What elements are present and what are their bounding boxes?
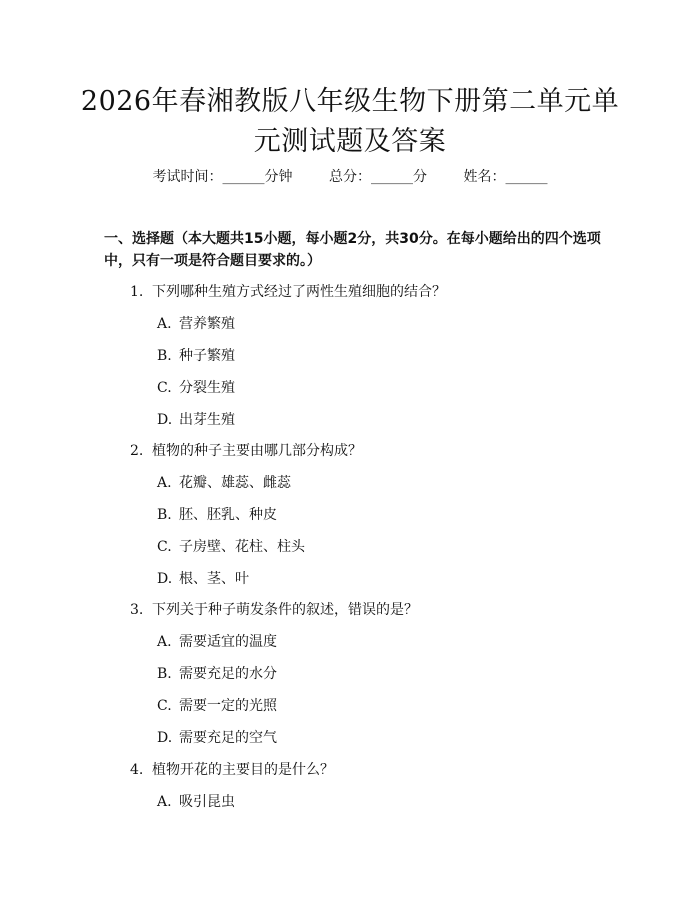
question-text: 植物的种子主要由哪几部分构成？ (152, 443, 362, 459)
option-text: 吸引昆虫 (179, 794, 235, 810)
question-number: 3. (130, 602, 144, 618)
option-text: 胚、胚乳、种皮 (179, 507, 277, 523)
exam-name: 姓名：______ (463, 169, 548, 185)
option-letter: B. (157, 666, 172, 682)
option-text: 营养繁殖 (179, 316, 235, 332)
question-number: 1. (130, 284, 144, 300)
option-letter: A. (157, 794, 172, 810)
option-letter: B. (157, 507, 172, 523)
option-text: 需要充足的水分 (179, 666, 277, 682)
option-1b (157, 346, 235, 366)
option-text: 种子繁殖 (179, 348, 235, 364)
question-4 (130, 760, 334, 780)
option-letter: B. (157, 348, 172, 364)
question-2 (130, 441, 362, 461)
question-1 (130, 282, 446, 302)
option-1d (157, 410, 235, 430)
exam-meta (0, 166, 700, 188)
option-2c (157, 537, 305, 557)
option-text: 分裂生殖 (179, 380, 235, 396)
option-text: 需要充足的空气 (179, 730, 277, 746)
option-2a (157, 473, 291, 493)
section-heading: 一、选择题（本大题共15小题，每小题2分，共30分。在每小题给出的四个选项中，只有一项是符合题目要求的。） (104, 231, 601, 269)
option-text: 需要一定的光照 (179, 698, 277, 714)
question-3 (130, 600, 418, 620)
option-letter: D. (157, 412, 173, 428)
option-1c (157, 378, 235, 398)
option-3b (157, 664, 277, 684)
option-2b (157, 505, 277, 525)
option-letter: C. (157, 380, 172, 396)
option-text: 出芽生殖 (179, 412, 235, 428)
page-title: 2026年春湘教版八年级生物下册第二单元单元测试题及答案 (80, 86, 620, 157)
option-text: 需要适宜的温度 (179, 634, 277, 650)
exam-score: 总分：______分 (329, 169, 427, 185)
option-text: 子房壁、花柱、柱头 (179, 539, 305, 555)
question-number: 2. (130, 443, 144, 459)
option-text: 花瓣、雄蕊、雌蕊 (179, 475, 291, 491)
option-letter: A. (157, 475, 172, 491)
question-number: 4. (130, 762, 144, 778)
option-letter: D. (157, 571, 173, 587)
option-letter: A. (157, 316, 172, 332)
exam-time: 考试时间：______分钟 (152, 169, 293, 185)
option-letter: C. (157, 539, 172, 555)
option-3a (157, 632, 277, 652)
question-text: 下列关于种子萌发条件的叙述，错误的是？ (152, 602, 418, 618)
question-text: 植物开花的主要目的是什么？ (152, 762, 334, 778)
option-3c (157, 696, 277, 716)
option-text: 根、茎、叶 (179, 571, 249, 587)
option-letter: A. (157, 634, 172, 650)
option-3d (157, 728, 277, 748)
option-2d (157, 569, 249, 589)
question-text: 下列哪种生殖方式经过了两性生殖细胞的结合？ (152, 284, 446, 300)
option-letter: D. (157, 730, 173, 746)
option-letter: C. (157, 698, 172, 714)
option-1a (157, 314, 235, 334)
option-4a (157, 792, 235, 812)
